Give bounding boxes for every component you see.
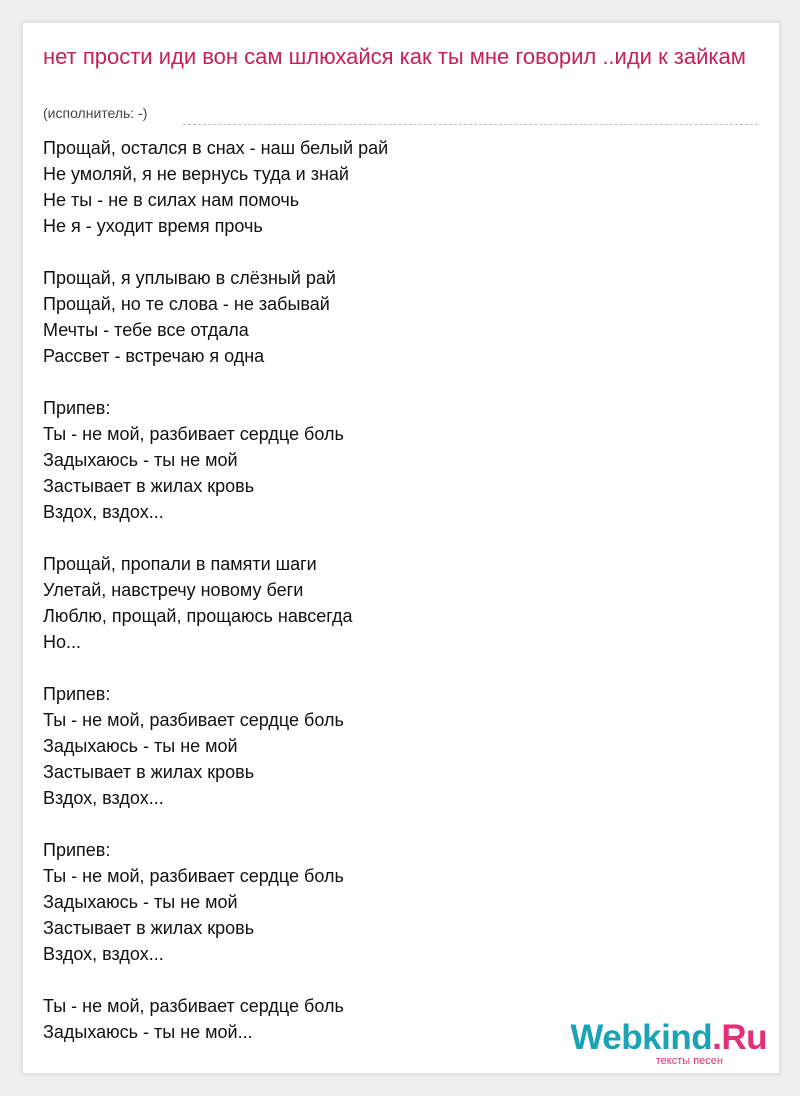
logo-name: Webkind: [570, 1018, 713, 1057]
lyrics-line: Застывает в жилах кровь: [43, 918, 255, 938]
lyrics-line: Припев:: [43, 684, 111, 704]
lyrics-line: Задыхаюсь - ты не мой: [43, 892, 238, 912]
lyrics-card: [22, 22, 780, 1074]
lyrics-line: Ты - не мой, разбивает сердце боль: [43, 424, 344, 444]
lyrics-line: Вздох, вздох...: [43, 502, 164, 522]
artist-suffix: ): [142, 105, 148, 121]
lyrics-line: Прощай, остался в снах - наш белый рай: [43, 138, 389, 158]
lyrics-line: Ты - не мой, разбивает сердце боль: [43, 710, 344, 730]
lyrics-stanza: [43, 837, 743, 967]
lyrics-stanza: [43, 551, 743, 655]
lyrics-line: Но...: [43, 632, 82, 652]
logo-tld: .Ru: [712, 1018, 767, 1057]
lyrics-line: Прощай, пропали в памяти шаги: [43, 554, 317, 574]
lyrics-line: Не я - уходит время прочь: [43, 216, 263, 236]
lyrics-stanza: [43, 681, 743, 811]
title-divider: [183, 124, 758, 125]
lyrics-line: Припев:: [43, 398, 111, 418]
lyrics-line: Припев:: [43, 840, 111, 860]
lyrics-line: Задыхаюсь - ты не мой: [43, 736, 238, 756]
artist-prefix: (исполнитель:: [43, 105, 139, 121]
lyrics-stanza: [43, 135, 743, 239]
lyrics-stanza: [43, 265, 743, 369]
lyrics-line: Задыхаюсь - ты не мой...: [43, 1022, 253, 1042]
artist-link[interactable]: -: [138, 105, 143, 121]
lyrics-line: Не умоляй, я не вернусь туда и знай: [43, 164, 349, 184]
song-title: нет прости иди вон сам шлюхайся как ты мне говорил ..иди к зайкам: [43, 44, 746, 69]
artist-line: [43, 104, 147, 122]
lyrics-line: Вздох, вздох...: [43, 944, 164, 964]
lyrics-text: [43, 135, 743, 1071]
logo-tagline: тексты песен: [655, 1055, 723, 1067]
lyrics-line: Задыхаюсь - ты не мой: [43, 450, 238, 470]
lyrics-line: Застывает в жилах кровь: [43, 476, 255, 496]
lyrics-line: Прощай, я уплываю в слёзный рай: [43, 268, 336, 288]
lyrics-line: Вздох, вздох...: [43, 788, 164, 808]
lyrics-line: Улетай, навстречу новому беги: [43, 580, 304, 600]
lyrics-line: Рассвет - встречаю я одна: [43, 346, 265, 366]
lyrics-line: Мечты - тебе все отдала: [43, 320, 249, 340]
lyrics-line: Не ты - не в силах нам помочь: [43, 190, 300, 210]
lyrics-stanza: [43, 395, 743, 525]
lyrics-line: Застывает в жилах кровь: [43, 762, 255, 782]
lyrics-line: Ты - не мой, разбивает сердце боль: [43, 866, 344, 886]
logo-wordmark: [570, 1019, 767, 1057]
lyrics-line: Люблю, прощай, прощаюсь навсегда: [43, 606, 353, 626]
lyrics-line: Ты - не мой, разбивает сердце боль: [43, 996, 344, 1016]
lyrics-line: Прощай, но те слова - не забывай: [43, 294, 330, 314]
site-logo[interactable]: [570, 1018, 767, 1067]
